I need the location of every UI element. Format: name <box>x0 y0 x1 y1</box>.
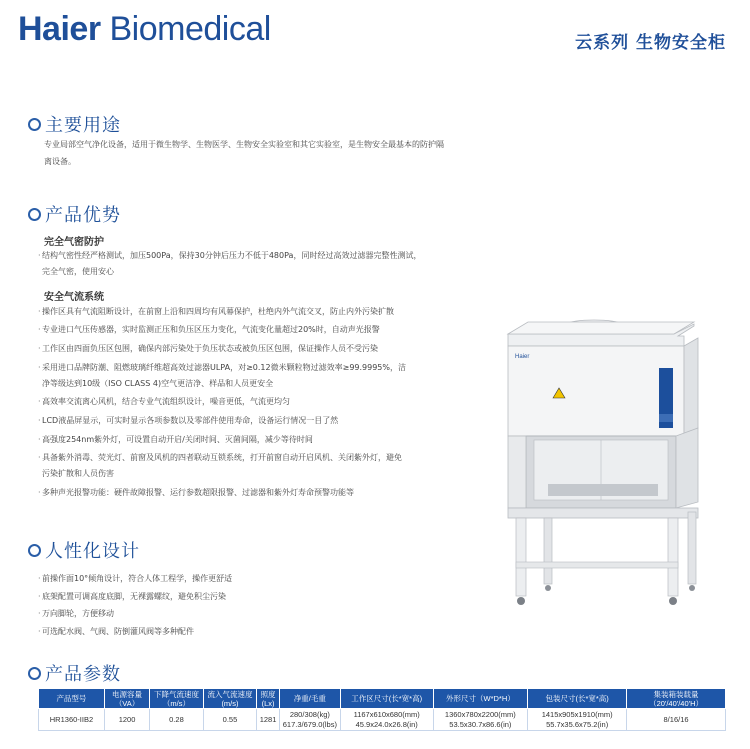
circle-icon <box>28 118 41 131</box>
list-item: ·操作区具有气流阻断设计，在前窗上沿和四周均有风幕保护，杜绝内外气流交叉，防止内外污染扩散 <box>38 307 394 316</box>
section-title-params: 产品参数 <box>28 660 121 686</box>
use-text-line-2: 离设备。 <box>44 157 76 166</box>
use-text-line-1: 专业局部空气净化设备，适用于微生物学、生物医学、生物安全实验室和其它实验室，是生物安全最基本的防护隔 <box>44 140 444 149</box>
list-item: ·专业进口气压传感器，实时监测正压和负压区压力变化，气流变化量超过20%时，自动声光报警 <box>38 325 380 334</box>
list-item: ·底架配置可调高度底脚，无裸露螺纹，避免积尘污染 <box>38 592 226 601</box>
device-logo: Haier <box>515 354 530 360</box>
section-title-use: 主要用途 <box>28 111 121 137</box>
circle-icon <box>28 667 41 680</box>
list-item: ·工作区由四面负压区包围，确保内部污染处于负压状态或被负压区包围，保证操作人员不受污染 <box>38 344 378 353</box>
list-item: ·高强度254nm紫外灯，可设置自动开启/关闭时间、灭菌间隔，减少等待时间 <box>38 435 313 444</box>
list-item: ·前操作面10°倾角设计，符合人体工程学，操作更舒适 <box>38 574 233 583</box>
subheading-airflow: 安全气流系统 <box>44 292 104 303</box>
biosafety-cabinet-image <box>488 316 728 616</box>
cell-work-size: 1167x610x680(mm) 45.9x24.0x26.8(in) <box>340 709 433 731</box>
cell-outer-size: 1360x780x2200(mm) 53.5x30.7x86.6(in) <box>433 709 528 731</box>
table-header: 照度 (Lx) <box>257 689 280 709</box>
list-item: 污染扩散和人员伤害 <box>42 469 114 478</box>
list-item: ·多种声光报警功能：硬件故障报警、运行参数超限报警、过滤器和紫外灯寿命预警功能等 <box>38 488 354 497</box>
table-row <box>39 709 726 731</box>
table-header: 包装尺寸(长*宽*高) <box>528 689 627 709</box>
brand-logo: Haier Biomedical <box>18 10 271 48</box>
table-header: 净重/毛重 <box>279 689 340 709</box>
list-item: ·万向脚轮，方便移动 <box>38 609 114 618</box>
cell-weight: 280/308(kg) 617.3/679.0(lbs) <box>279 709 340 731</box>
list-item: 完全气密，使用安心 <box>42 267 114 276</box>
table-header: 流入气流速度 (m/s) <box>203 689 257 709</box>
series-title: 云系列 生物安全柜 <box>575 33 726 53</box>
list-item: ·LCD液晶屏显示，可实时显示各项参数以及零部件使用寿命，设备运行情况一目了然 <box>38 416 339 425</box>
parameter-table <box>38 688 726 731</box>
list-item: ·采用进口品牌防潮、阻燃玻璃纤维超高效过滤器ULPA，对≥0.12微米颗粒物过滤效率≥99.9995%，洁 <box>38 363 406 372</box>
cell-downflow: 0.28 <box>150 709 204 731</box>
circle-icon <box>28 208 41 221</box>
list-item: ·高效率交流离心风机，结合专业气流组织设计，噪音更低，气流更均匀 <box>38 397 290 406</box>
list-item: ·结构气密性经严格测试，加压500Pa，保持30分钟后压力不低于480Pa，同时经过高效过滤器完整性测试， <box>38 251 422 260</box>
table-header: 电源容量 （VA） <box>104 689 149 709</box>
section-title-human: 人性化设计 <box>28 537 140 563</box>
table-header-row <box>39 689 726 709</box>
list-item: ·可选配水阀、气阀、防倒灌风阀等多种配件 <box>38 627 194 636</box>
table-header: 外形尺寸（W*D*H） <box>433 689 528 709</box>
table-header: 集装箱装载量 （20'/40'/40'H） <box>627 689 726 709</box>
header <box>0 0 750 64</box>
table-header: 工作区尺寸(长*宽*高) <box>340 689 433 709</box>
list-item: ·具备紫外消毒、荧光灯、前窗及风机的四者联动互锁系统，打开前窗自动开启风机、关闭紫外灯，避免 <box>38 453 402 462</box>
cell-power: 1200 <box>104 709 149 731</box>
section-title-advantages: 产品优势 <box>28 201 121 227</box>
cell-model: HR1360-IIB2 <box>39 709 105 731</box>
cell-lux: 1281 <box>257 709 280 731</box>
cell-pack-size: 1415x905x1910(mm) 55.7x35.6x75.2(in) <box>528 709 627 731</box>
circle-icon <box>28 544 41 557</box>
cell-container: 8/16/16 <box>627 709 726 731</box>
table-header: 产品型号 <box>39 689 105 709</box>
subheading-airtight: 完全气密防护 <box>44 237 104 248</box>
cell-inflow: 0.55 <box>203 709 257 731</box>
list-item: 净等级达到10级（ISO CLASS 4)空气更洁净、样品和人员更安全 <box>42 379 274 388</box>
table-header: 下降气流速度 （m/s） <box>150 689 204 709</box>
